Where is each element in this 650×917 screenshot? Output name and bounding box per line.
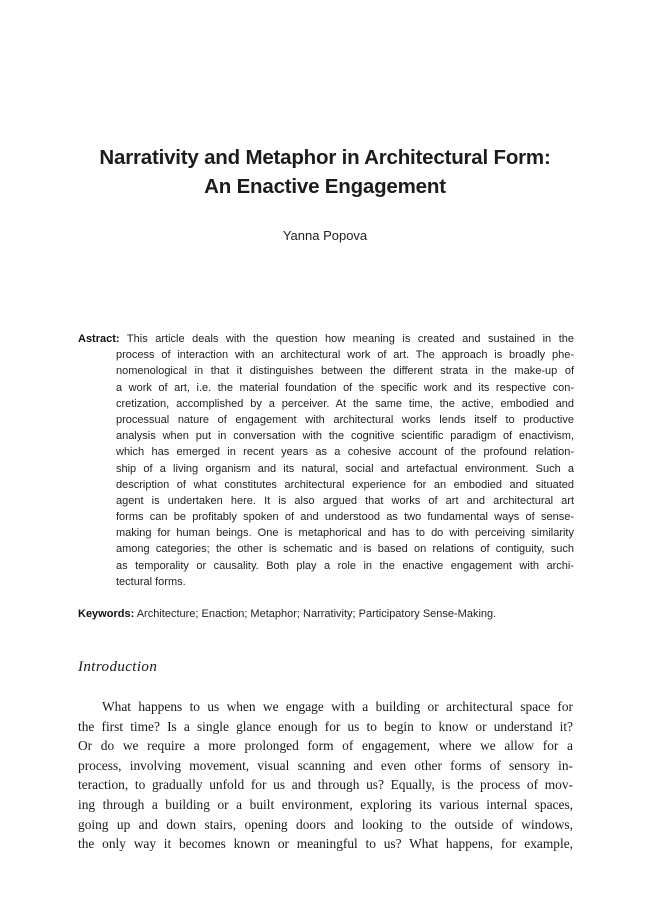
keywords	[78, 608, 574, 620]
body-line: What happens to us when we engage with a building or architectural space for	[102, 699, 573, 714]
abstract	[78, 331, 574, 590]
abstract-line: process of interaction with an architectural work of art. The approach is broadly phe-	[116, 349, 574, 362]
title-line-2: An Enactive Engagement	[204, 175, 446, 198]
abstract-line: processual nature of engagement with architectural works lends itself to productive	[116, 413, 574, 426]
body-line: the first time? Is a single glance enough for us to begin to know or understand it?	[78, 718, 573, 734]
abstract-line: tectural forms.	[116, 575, 186, 588]
abstract-line: forms can be profitably spoken of and understood as two fundamental ways of sense-	[116, 511, 574, 524]
abstract-line: a work of art, i.e. the material foundation of the specific work and its respective con-	[116, 381, 574, 394]
abstract-line: which has emerged in recent years as a cohesive account of the profound relation-	[116, 446, 574, 459]
abstract-line: description of what constitutes architectural experience for an embodied and situated	[116, 478, 574, 491]
body-line: ing through a building or a built environment, exploring its various internal spaces,	[78, 796, 573, 812]
keywords-label: Keywords:	[78, 608, 135, 620]
body-line: Or do we require a more prolonged form of engagement, where we allow for a	[78, 738, 573, 754]
body-line: the only way it becomes known or meaningful to us? What happens, for example,	[78, 836, 573, 852]
body-paragraph	[78, 697, 573, 854]
title-line-1: Narrativity and Metaphor in Architectural Form:	[99, 146, 551, 169]
section-heading: Introduction	[78, 659, 158, 675]
abstract-line: making for human beings. One is metaphorical and has to do with perceiving similarity	[116, 527, 574, 540]
abstract-line: analysis when put in conversation with the cognitive scientific paradigm of enactivism,	[116, 430, 574, 443]
abstract-line: agent is undertaken here. It is also argued that works of art and architectural art	[116, 494, 574, 507]
abstract-line: ship of a living organism and its natural, social and artefactual environment. Such a	[116, 462, 574, 475]
paper-title	[40, 143, 610, 201]
abstract-label: Astract:	[78, 333, 120, 345]
keywords-text: Architecture; Enaction; Metaphor; Narrativity; Participatory Sense-Making.	[136, 608, 497, 620]
abstract-text: This article deals with the question how meaning is created and sustained in the	[126, 333, 574, 345]
author-name: Yanna Popova	[282, 228, 368, 243]
abstract-line: as temporality or causality. Both play a role in the enactive engagement with archi-	[116, 559, 574, 572]
abstract-line: nomenological in that it distinguishes between the different strata in the make-up of	[116, 365, 574, 378]
body-line: process, involving movement, visual scanning and even other forms of sensory in-	[78, 757, 573, 773]
body-line: going up and down stairs, opening doors and looking to the outside of windows,	[78, 816, 573, 832]
body-line: teraction, to gradually unfold for us and through us? Equally, is the process of mov-	[78, 777, 573, 793]
abstract-line: cretization, accomplished by a perceiver. At the same time, the active, embodied and	[116, 397, 574, 410]
abstract-line: among categories; the other is schematic and is based on relations of contiguity, such	[116, 543, 574, 556]
abstract-line	[78, 331, 574, 347]
